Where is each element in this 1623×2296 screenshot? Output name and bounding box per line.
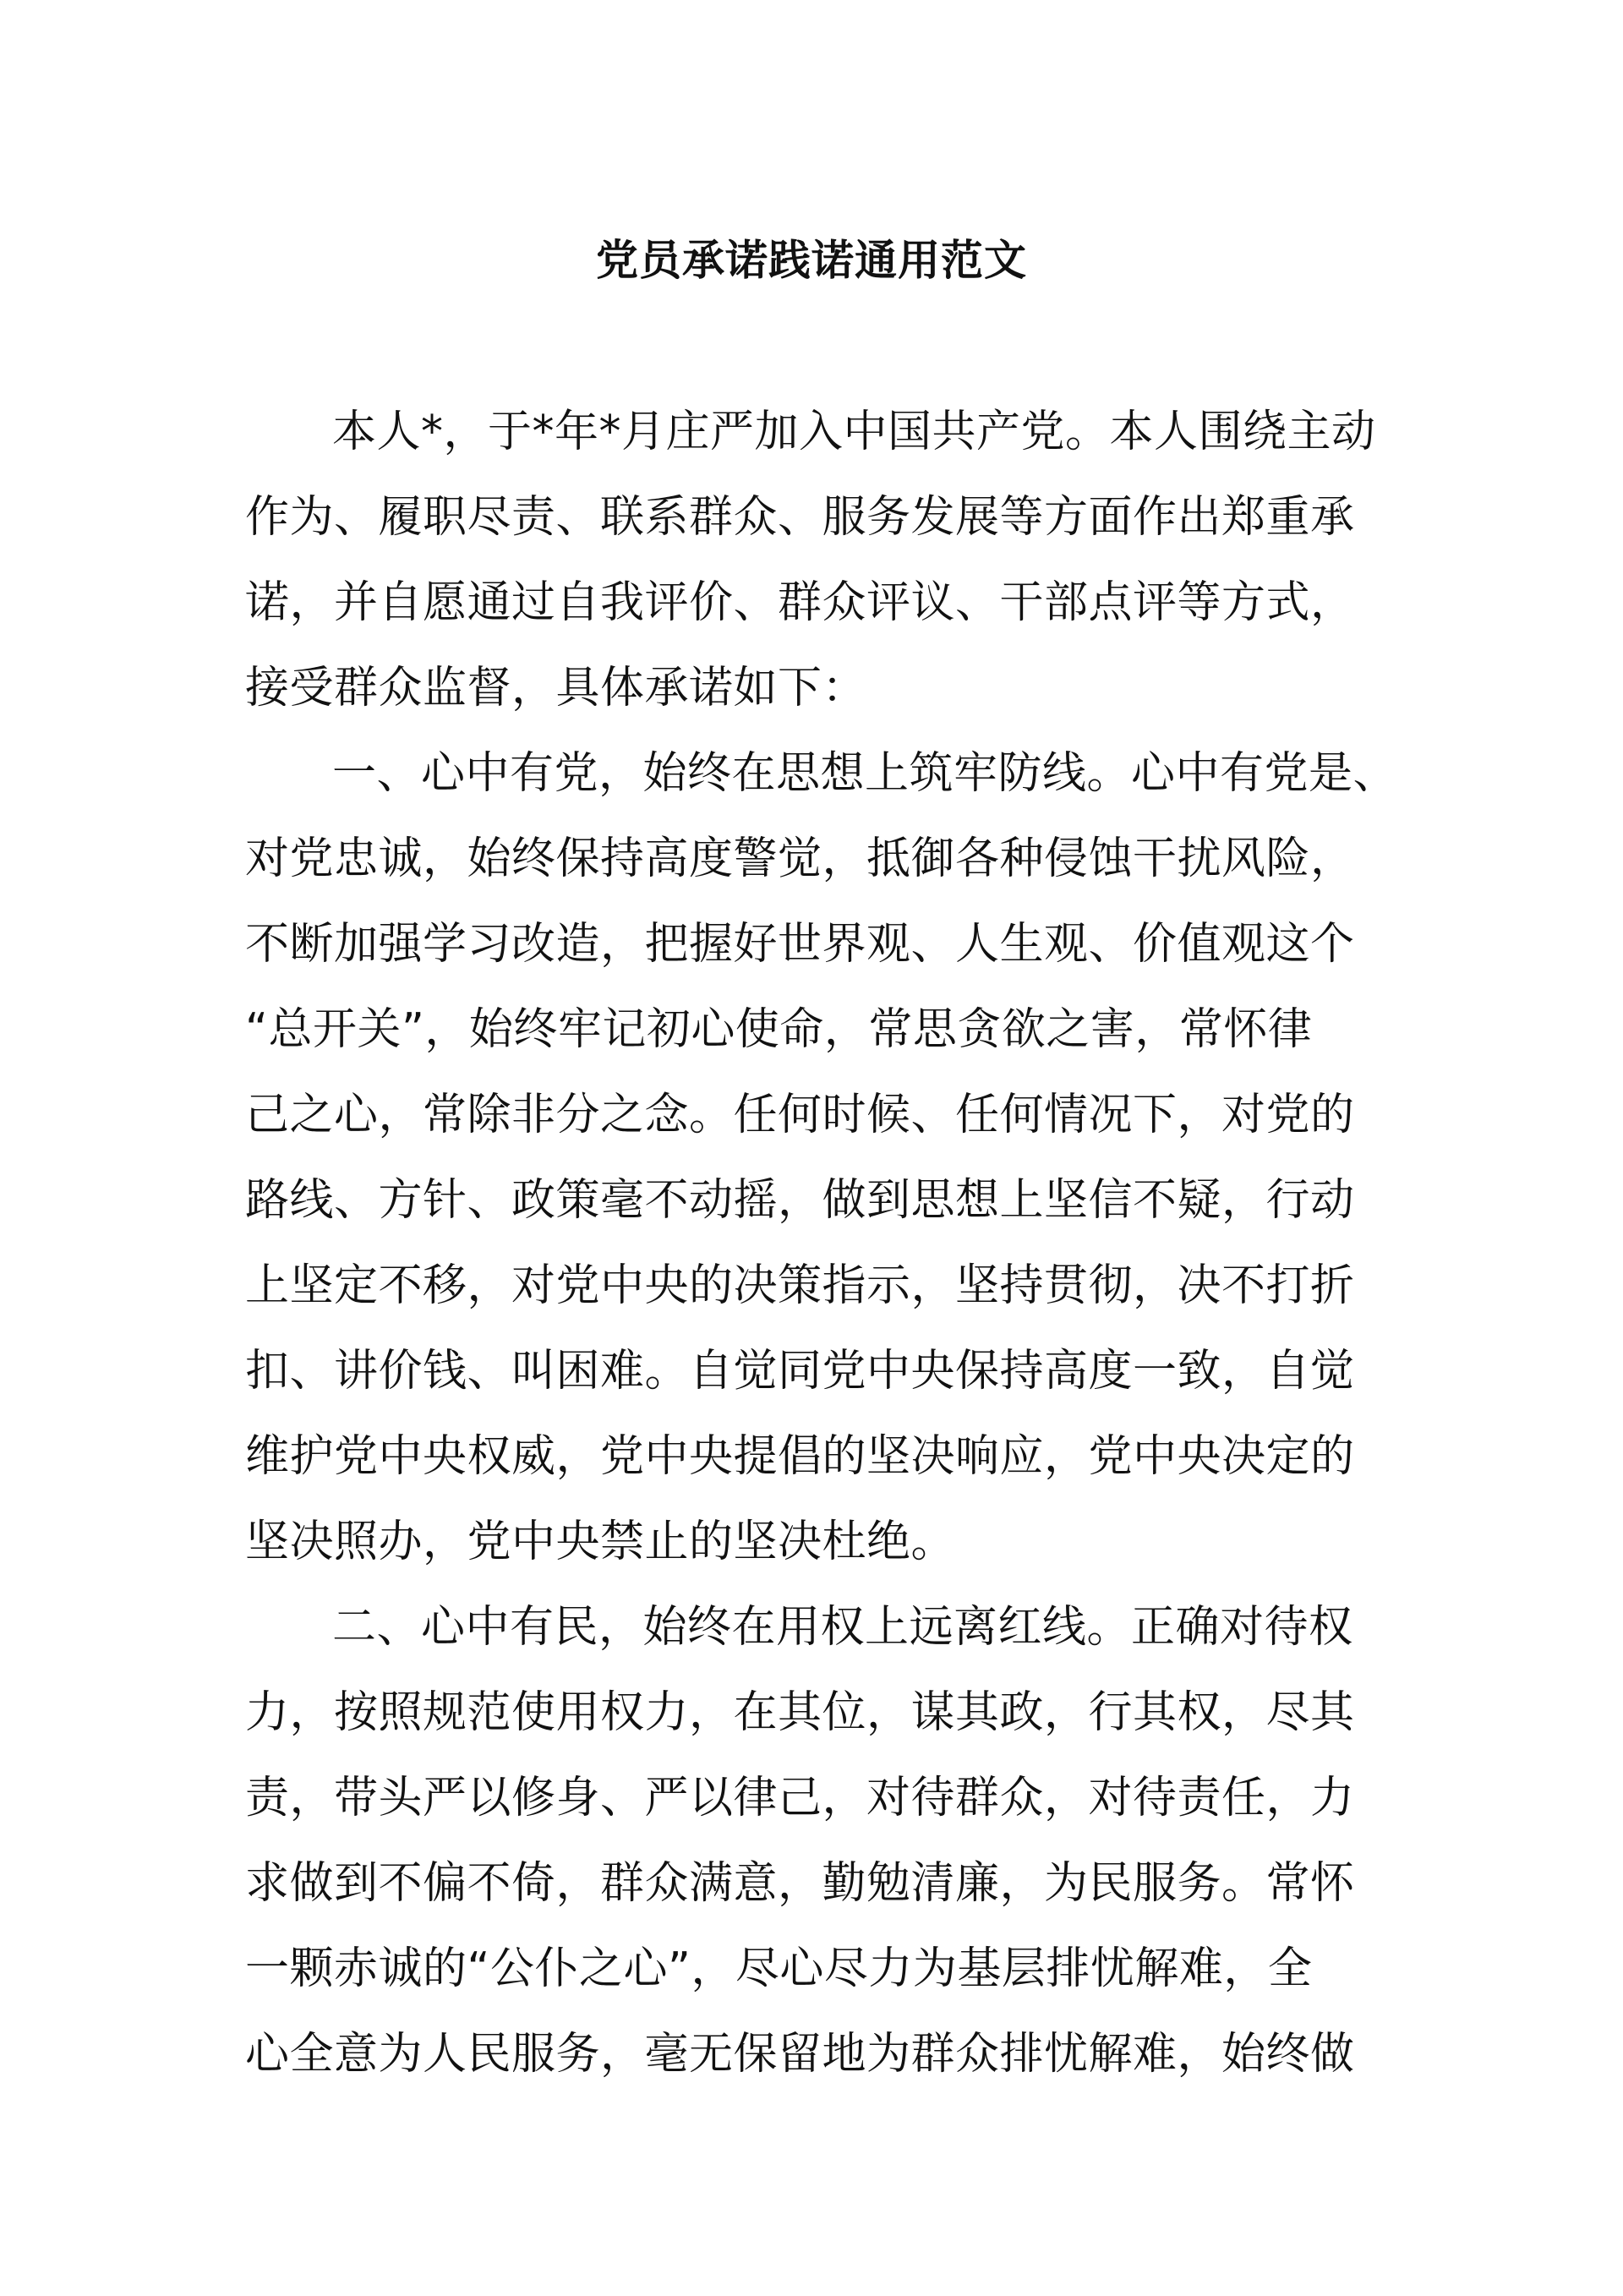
paragraph-1-line-2: 作为、履职尽责、联系群众、服务发展等方面作出郑重承 — [245, 492, 1355, 543]
paragraph-1-line-4: 接受群众监督，具体承诺如下： — [245, 663, 867, 713]
paragraph-2-line-7: 上坚定不移，对党中央的决策指示，坚持贯彻，决不打折 — [245, 1260, 1355, 1311]
document-title: 党员承诺践诺通用范文 — [596, 236, 1027, 285]
paragraph-3-line-6: 心全意为人民服务，毫无保留地为群众排忧解难，始终做 — [245, 2029, 1355, 2080]
paragraph-2-line-10: 坚决照办，党中央禁止的坚决杜绝。 — [245, 1517, 956, 1567]
paragraph-3-line-3: 责，带头严以修身、严以律己，对待群众，对待责任，力 — [245, 1773, 1355, 1823]
paragraph-3-line-1: 二、心中有民，始终在用权上远离红线。正确对待权 — [332, 1602, 1353, 1653]
paragraph-2-line-6: 路线、方针、政策毫不动摇，做到思想上坚信不疑，行动 — [245, 1175, 1355, 1226]
paragraph-3-line-5: 一颗赤诚的“公仆之心”，尽心尽力为基层排忧解难，全 — [245, 1943, 1313, 1994]
paragraph-2-line-4: “总开关”，始终牢记初心使命，常思贪欲之害，常怀律 — [245, 1004, 1313, 1055]
paragraph-3-line-4: 求做到不偏不倚，群众满意，勤勉清廉，为民服务。常怀 — [245, 1858, 1355, 1909]
paragraph-2-line-5: 己之心，常除非分之念。任何时候、任何情况下，对党的 — [245, 1090, 1355, 1140]
paragraph-2-line-2: 对党忠诚，始终保持高度警觉，抵御各种侵蚀干扰风险， — [245, 834, 1355, 884]
paragraph-1-line-3: 诺，并自愿通过自我评价、群众评议、干部点评等方式， — [245, 577, 1355, 628]
paragraph-2-line-9: 维护党中央权威，党中央提倡的坚决响应，党中央决定的 — [245, 1431, 1355, 1482]
paragraph-2-line-8: 扣、讲价钱、叫困难。自觉同党中央保持高度一致，自觉 — [245, 1346, 1355, 1397]
paragraph-2-line-3: 不断加强学习改造，把握好世界观、人生观、价值观这个 — [245, 919, 1355, 970]
paragraph-1-line-1: 本人*，于*年*月庄严加入中国共产党。本人围绕主动 — [332, 407, 1376, 457]
paragraph-3-line-2: 力，按照规范使用权力，在其位，谋其政，行其权，尽其 — [245, 1687, 1355, 1738]
paragraph-2-line-1: 一、心中有党，始终在思想上筑牢防线。心中有党是、 — [332, 748, 1398, 799]
